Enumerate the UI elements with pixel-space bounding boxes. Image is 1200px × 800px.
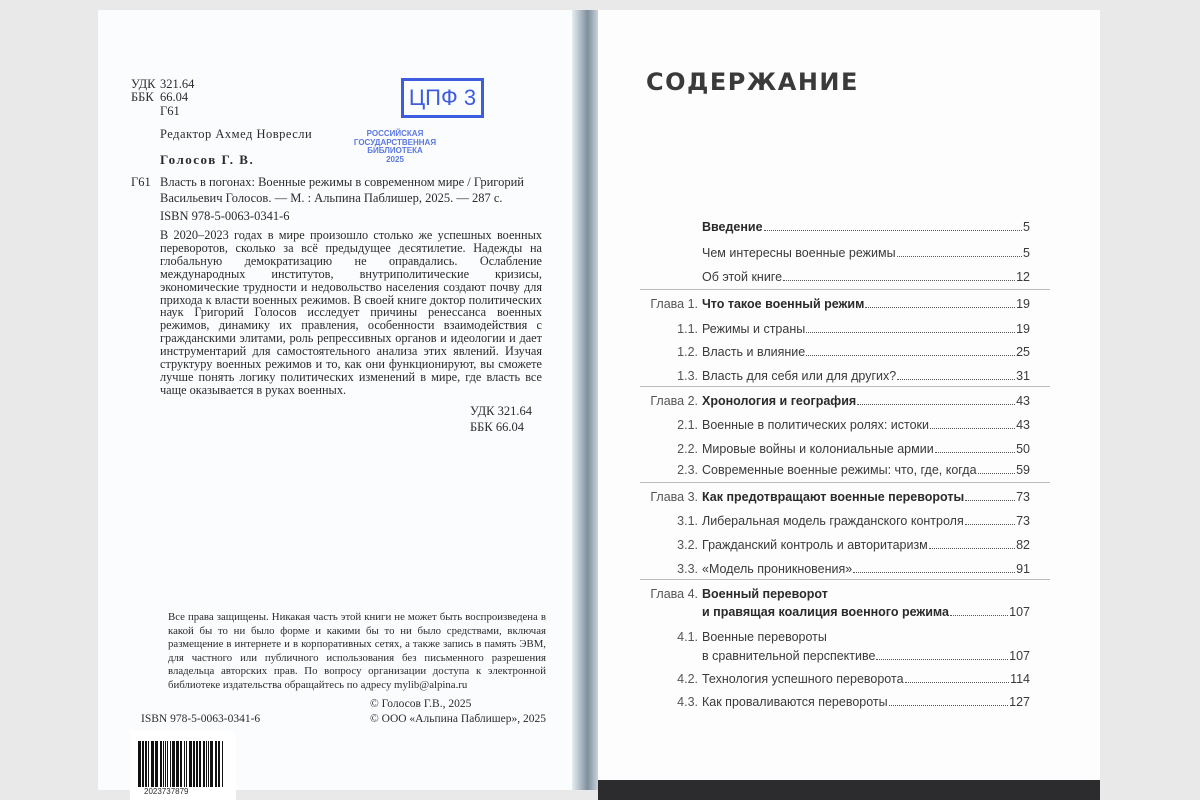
toc-entry-number: Глава 1.: [650, 297, 698, 311]
toc-entry-page: 91: [1016, 562, 1030, 576]
toc-leader-dots: [783, 280, 1015, 281]
toc-entry-page: 43: [1016, 394, 1030, 408]
toc-entry[interactable]: [600, 538, 1030, 554]
toc-entry-page: 50: [1016, 442, 1030, 456]
rights-notice: Все права защищены. Никакая часть этой книги не может быть воспроизведена в какой бы то ни было форме и какими бы то ни было средствами, включая размещение в интернете и в корпоративных сетях, а также запись в память ЭВМ, для частного или публичного использования без письменного разрешения владельца авторских прав. По вопросу организации доступа к электронной библиотеке издательства обращайтесь по адресу mylib@alpina.ru: [168, 611, 546, 691]
barcode-bar: [160, 741, 162, 787]
toc-entry-page: 19: [1016, 322, 1030, 336]
toc-leader-dots: [857, 404, 1015, 405]
library-stamp-line: БИБЛИОТЕКА: [367, 146, 423, 155]
barcode-bar: [222, 741, 223, 787]
toc-entry[interactable]: [600, 345, 1030, 361]
toc-entry-page: 25: [1016, 345, 1030, 359]
toc-leader-dots: [930, 428, 1015, 429]
toc-leader-dots: [978, 473, 1016, 474]
toc-entry-title-line1: Военные перевороты: [702, 630, 827, 644]
toc-entry-number: 3.1.: [677, 514, 698, 528]
barcode-bar: [167, 741, 168, 787]
toc-entry-page: 82: [1016, 538, 1030, 552]
toc-entry-number: Глава 2.: [650, 394, 698, 408]
classification-bottom: [160, 403, 542, 435]
copyright-publisher: © ООО «Альпина Паблишер», 2025: [370, 712, 546, 725]
barcode-bar: [142, 741, 144, 787]
page-title: СОДЕРЖАНИЕ: [646, 68, 859, 96]
toc-entry-page: 5: [1023, 246, 1030, 260]
bibliographic-line-1: Власть в погонах: Военные режимы в современном мире / Григорий: [160, 175, 524, 189]
toc-entry-title: Современные военные режимы: что, где, когда: [702, 463, 977, 477]
toc-entry[interactable]: [600, 394, 1030, 410]
barcode-bar: [218, 741, 220, 787]
toc-entry-page: 107: [1009, 605, 1030, 619]
library-stamp-line: РОССИЙСКАЯ: [366, 129, 424, 138]
toc-entry-page: 73: [1016, 490, 1030, 504]
bbk-label: ББК: [131, 90, 154, 104]
barcode-bar: [210, 741, 213, 787]
toc-leader-dots: [876, 659, 1008, 660]
toc-entry-title: Об этой книге: [702, 270, 783, 284]
toc-leader-dots: [764, 230, 1022, 231]
scan-edge: [598, 780, 1100, 800]
copyright-lines: [370, 697, 546, 727]
toc-entry[interactable]: [600, 246, 1030, 262]
toc-entry-number: 4.1.: [677, 630, 698, 644]
toc-entry-title: Мировые войны и колониальные армии: [702, 442, 934, 456]
annotation-block: [160, 229, 542, 435]
toc-entry-page: 127: [1009, 695, 1030, 709]
toc-entry[interactable]: [600, 490, 1030, 506]
toc-divider: [640, 289, 1050, 290]
author-mark: Г61: [160, 104, 180, 118]
toc-entry-page: 73: [1016, 514, 1030, 528]
toc-entry[interactable]: [600, 322, 1030, 338]
toc-leader-dots: [965, 524, 1015, 525]
toc-leader-dots: [950, 615, 1008, 616]
library-stamp: [345, 130, 445, 164]
toc-entry-number: 1.2.: [677, 345, 698, 359]
toc-leader-dots: [897, 379, 1015, 380]
udk-bottom: УДК 321.64: [470, 403, 532, 418]
toc-entry-page: 5: [1023, 220, 1030, 234]
barcode-number: 2023737879: [144, 786, 189, 796]
barcode-bar: [148, 741, 149, 787]
toc-entry[interactable]: [600, 514, 1030, 530]
toc-leader-dots: [929, 548, 1015, 549]
book-spine: [572, 10, 598, 790]
toc-entry[interactable]: [600, 270, 1030, 286]
toc-entry[interactable]: [600, 369, 1030, 385]
toc-divider: [640, 579, 1050, 580]
bbk-value: 66.04: [160, 90, 189, 104]
toc-entry-title: Гражданский контроль и авторитаризм: [702, 538, 928, 552]
barcode-bar: [176, 741, 179, 787]
toc-entry-title: Как проваливаются перевороты: [702, 695, 888, 709]
toc-entry-title: и правящая коалиция военного режима: [702, 605, 949, 619]
imprint-block: [141, 611, 546, 800]
toc-entry[interactable]: [600, 630, 1030, 665]
toc-entry-page: 59: [1016, 463, 1030, 477]
toc-leader-dots: [806, 332, 1015, 333]
toc-entry[interactable]: [600, 418, 1030, 434]
toc-entry-number: 3.3.: [677, 562, 698, 576]
g61-mark: Г61: [131, 175, 151, 189]
library-stamp-line: ГОСУДАРСТВЕННАЯ: [353, 137, 437, 147]
toc-entry-number: 4.3.: [677, 695, 698, 709]
barcode-bar: [155, 741, 158, 787]
toc-leader-dots: [935, 452, 1015, 453]
barcode-bar: [215, 741, 217, 787]
barcode-sticker: [130, 730, 236, 800]
toc-leader-dots: [853, 572, 1015, 573]
toc-entry-number: Глава 3.: [650, 490, 698, 504]
toc-entry-title: Власть для себя или для других?: [702, 369, 897, 383]
toc-entry-page: 107: [1009, 649, 1030, 663]
barcode-bar: [184, 741, 185, 787]
bibliographic-line-2: Васильевич Голосов. — М. : Альпина Паблишер, 2025. — 287 с.: [160, 191, 503, 205]
toc-leader-dots: [889, 705, 1009, 706]
toc-leader-dots: [865, 307, 1015, 308]
toc-entry-title-line1: Военный переворот: [702, 587, 828, 601]
annotation: В 2020–2023 годах в мире произошло столько же успешных военных переворотов, сколько за всё предыдущее десятилетие. Надежды на глобальную демократизацию не оправдались. Ослабление международных институтов, внутриполитические кризисы, экономические трудности и недовольство населения создают почву для прихода к власти военных режимов. В своей книге доктор политических наук Григорий Голосов исследует причины ренессанса военных режимов, динамику их правления, особенности взаимодействия с гражданскими элитами, роль репрессивных органов и идеологии и дает инструментарий для самостоятельного анализа этих явлений. Изучая структуру военных режимов и то, как они функционируют, вы сможете лучше понять логику политических изменений в мире, где власть все чаще оказывается в руках военных.: [160, 228, 542, 397]
toc-entry-title: в сравнительной перспективе: [702, 649, 876, 663]
toc-divider: [640, 386, 1050, 387]
toc-entry-page: 12: [1016, 270, 1030, 284]
toc-entry-number: 4.2.: [677, 672, 698, 686]
toc-entry-title: Военные в политических ролях: истоки: [702, 418, 929, 432]
barcode-bar: [189, 741, 192, 787]
isbn: ISBN 978-5-0063-0341-6: [160, 209, 290, 223]
toc-entry-title: Введение: [702, 220, 763, 234]
toc-entry-title: «Модель проникновения»: [702, 562, 853, 576]
library-stamp-line: 2025: [386, 154, 404, 164]
barcode-bar: [199, 741, 201, 787]
toc-entry-title: Что такое военный режим: [702, 297, 865, 311]
barcode-bar: [193, 741, 195, 787]
toc-leader-dots: [905, 682, 1010, 683]
toc-entry-page: 19: [1016, 297, 1030, 311]
barcode-bar: [186, 741, 187, 787]
toc-entry-number: 2.2.: [677, 442, 698, 456]
isbn-bottom: ISBN 978-5-0063-0341-6: [141, 712, 261, 725]
toc-divider: [640, 482, 1050, 483]
toc-entry-page: 114: [1010, 672, 1030, 686]
toc-entry[interactable]: [600, 695, 1030, 711]
toc-entry-title: Власть и влияние: [702, 345, 806, 359]
barcode-bar: [180, 741, 182, 787]
barcode-bar: [163, 741, 164, 787]
barcode-bar: [196, 741, 198, 787]
toc-entry[interactable]: [600, 297, 1030, 313]
toc-entry-page: 31: [1016, 369, 1030, 383]
barcode-bar: [151, 741, 154, 787]
toc-entry[interactable]: [600, 463, 1030, 479]
toc-entry[interactable]: [600, 220, 1030, 236]
barcode-bar: [206, 741, 207, 787]
barcode: [136, 741, 226, 787]
toc-entry-title: Чем интересны военные режимы: [702, 246, 896, 260]
toc-leader-dots: [965, 500, 1015, 501]
toc-entry-number: 2.3.: [677, 463, 698, 477]
toc-entry-title: Хронология и география: [702, 394, 857, 408]
cpf-stamp: ЦПФ 3: [401, 78, 484, 118]
toc-entry-number: 2.1.: [677, 418, 698, 432]
toc-entry-number: 1.1.: [677, 322, 698, 336]
toc-leader-dots: [806, 355, 1015, 356]
toc-entry[interactable]: [600, 442, 1030, 458]
barcode-bar: [170, 741, 171, 787]
barcode-bar: [172, 741, 175, 787]
toc-entry-title: Либеральная модель гражданского контроля: [702, 514, 964, 528]
toc-leader-dots: [897, 256, 1022, 257]
toc-entry[interactable]: [600, 587, 1030, 621]
copyright-author: © Голосов Г.В., 2025: [370, 697, 472, 710]
barcode-bar: [203, 741, 205, 787]
toc-entry-title: Как предотвращают военные перевороты: [702, 490, 965, 504]
toc-entry-title: Технология успешного переворота: [702, 672, 904, 686]
editor-credit: Редактор Ахмед Новресли: [160, 127, 313, 141]
udk-label: УДК: [131, 77, 156, 91]
barcode-bar: [165, 741, 166, 787]
author-name: Голосов Г. В.: [160, 152, 255, 167]
toc-entry-number: 3.2.: [677, 538, 698, 552]
toc-entry-page: 43: [1016, 418, 1030, 432]
toc-entry[interactable]: [600, 562, 1030, 578]
barcode-bar: [138, 741, 141, 787]
copyright-row: [141, 697, 546, 727]
toc-entry-number: 1.3.: [677, 369, 698, 383]
toc-entry-number: Глава 4.: [650, 587, 698, 601]
toc-entry-title: Режимы и страны: [702, 322, 806, 336]
barcode-bar: [145, 741, 147, 787]
udk-value: 321.64: [160, 77, 195, 91]
bbk-bottom: ББК 66.04: [470, 419, 524, 434]
barcode-bar: [208, 741, 209, 787]
toc-entry[interactable]: [600, 672, 1030, 688]
